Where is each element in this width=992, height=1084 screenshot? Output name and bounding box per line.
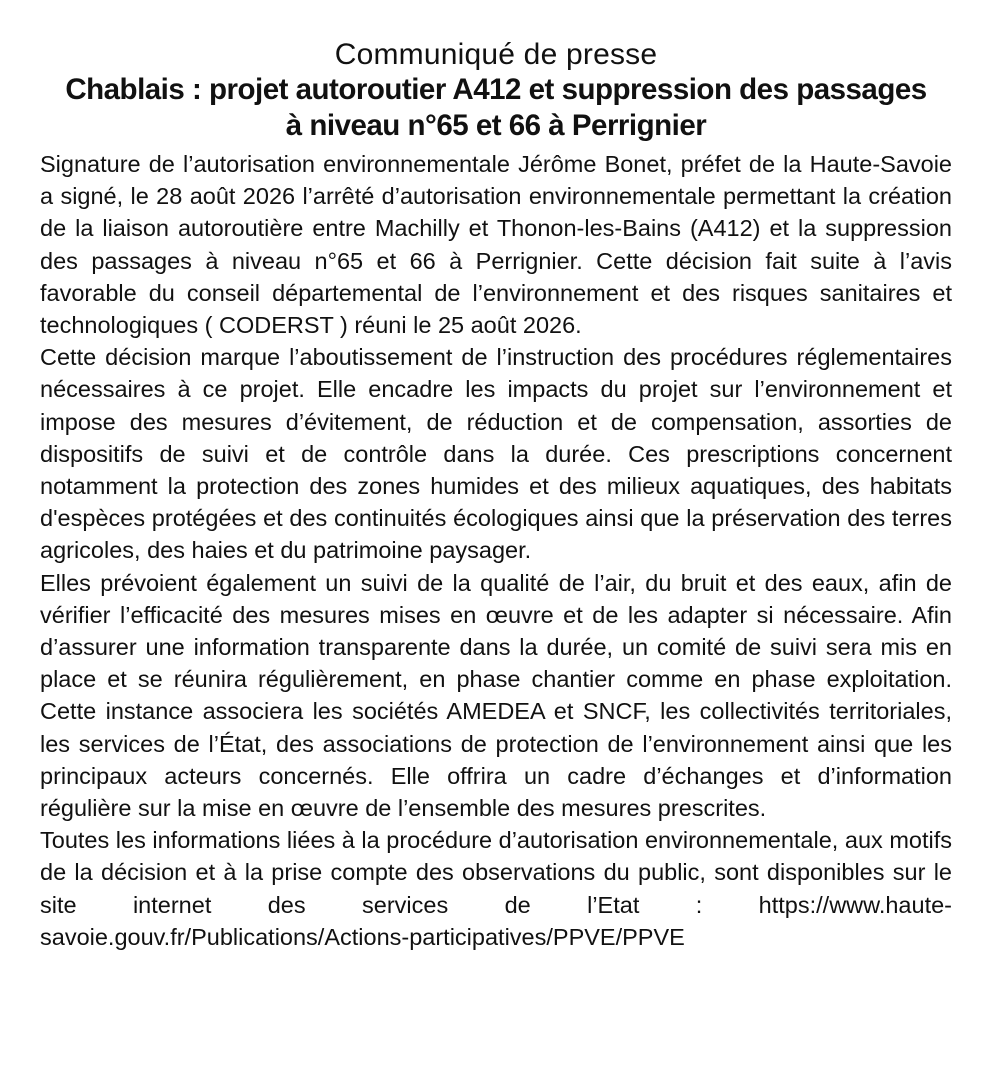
paragraph-decision-scope: Cette décision marque l’aboutissement de l’instruction des procédures réglementaires nécessaires à ce projet. Elle encadre les impacts du projet sur l’environnement et impose des mesures d’évitement, de réduction et de compensation, assorties de dispositifs de suivi et de contrôle dans la durée. Ces prescriptions concernent notamment la protection des zones humides et des milieux aquatiques, des habitats d'espèces protégées et des continuités écologiques ainsi que la préservation des terres agricoles, des haies et du patrimoine paysager. <box>40 344 952 564</box>
headline-line-1: Chablais : projet autoroutier A412 et suppression des passages <box>65 73 927 106</box>
paragraph-signature: Signature de l’autorisation environnementale Jérôme Bonet, préfet de la Haute-Savoie a signé, le 28 août 2026 l’arrêté d’autorisation environnementale permettant la création de la liaison autoroutière entre Machilly et Thonon-les-Bains (A412) et la suppression des passages à niveau n°65 et 66 à Perrignier. Cette décision fait suite à l’avis favorable du conseil départemental de l’environnement et des risques sanitaires et technologiques ( CODERST ) réuni le 25 août 2026. <box>40 151 952 339</box>
headline-line-2: à niveau n°65 et 66 à Perrignier <box>285 109 707 142</box>
paragraph-monitoring-committee: Elles prévoient également un suivi de la qualité de l’air, du bruit et des eaux, afin de vérifier l’efficacité des mesures mises en œuvre et de les adapter si nécessaire. Afin d’assurer une information transparente dans la durée, un comité de suivi sera mis en place et se réunira régulièrement, en phase chantier comme en phase exploitation. Cette instance associera les sociétés AMEDEA et SNCF, les collectivités territoriales, les services de l’État, des associations de protection de l’environnement ainsi que les principaux acteurs concernés. Elle offrira un cadre d’échanges et d’information régulière sur la mise en œuvre de l’ensemble des mesures prescrites. <box>40 569 952 822</box>
document-kicker: Communiqué de presse <box>334 38 658 71</box>
press-release <box>40 38 952 953</box>
paragraph-information-link: Toutes les informations liées à la procédure d’autorisation environnementale, aux motifs de la décision et à la prise compte des observations du public, sont disponibles sur le site internet des services de l’Etat : https://www.haute-savoie.gouv.fr/Publications/Actions-participatives/PPVE/PPVE <box>40 827 952 950</box>
document-headline <box>40 72 952 144</box>
